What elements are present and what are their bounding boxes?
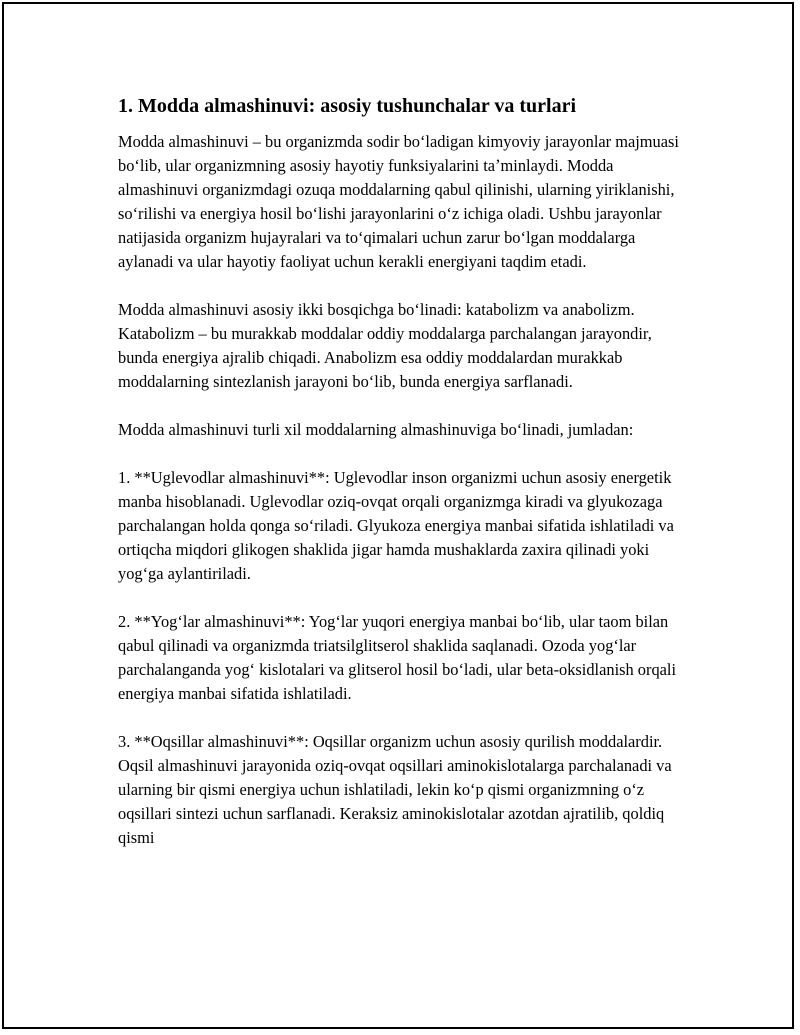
document-body [118,92,688,874]
paragraph-fats: 2. **Yogʻlar almashinuvi**: Yogʻlar yuqori energiya manbai boʻlib, ular taom bilan qabul qilinadi va organizmda triatsilglitserol shaklida saqlanadi. Ozoda yogʻlar parchalanganda yogʻ kislotalari va glitserol hosil boʻladi, ular beta-oksidlanish orqali energiya manbai sifatida ishlatiladi. [118,612,677,703]
paragraph-proteins: 3. **Oqsillar almashinuvi**: Oqsillar organizm uchun asosiy qurilish moddalardir. Oqsil almashinuvi jarayonida oziq-ovqat oqsillari aminokislotalarga parchalanadi va ularning bir qismi energiya uchun ishlatiladi, lekin koʻp qismi organizmning oʻz oqsillari sintezi uchun sarflanadi. Keraksiz aminokislotalar azotdan ajratilib, qoldiq qismi [118,732,672,847]
section-heading: 1. Modda almashinuvi: asosiy tushunchalar va turlari [118,95,577,117]
paragraph-carbohydrates: 1. **Uglevodlar almashinuvi**: Uglevodlar inson organizmi uchun asosiy energetik manba hisoblanadi. Uglevodlar oziq-ovqat orqali organizmga kiradi va glyukozaga parchalangan holda qonga soʻriladi. Glyukoza energiya manbai sifatida ishlatiladi va ortiqcha miqdori glikogen shaklida jigar hamda mushaklarda zaxira qilinadi yoki yogʻga aylantiriladi. [118,468,674,583]
paragraph-types-intro: Modda almashinuvi turli xil moddalarning almashinuviga boʻlinadi, jumladan: [118,420,634,439]
paragraph-intro: Modda almashinuvi – bu organizmda sodir boʻladigan kimyoviy jarayonlar majmuasi boʻlib, ular organizmning asosiy hayotiy funksiyalarini taʼminlaydi. Modda almashinuvi organizmdagi ozuqa moddalarning qabul qilinishi, ularning yiriklanishi, soʻrilishi va energiya hosil boʻlishi jarayonlarini oʻz ichiga oladi. Ushbu jarayonlar natijasida organizm hujayralari va toʻqimalari uchun zarur boʻlgan moddalarga aylanadi va ular hayotiy faoliyat uchun kerakli energiyani taqdim etadi. [118,132,679,271]
paragraph-stages: Modda almashinuvi asosiy ikki bosqichga boʻlinadi: katabolizm va anabolizm. Katabolizm – bu murakkab moddalar oddiy moddalarga parchalangan jarayondir, bunda energiya ajralib chiqadi. Anabolizm esa oddiy moddalardan murakkab moddalarning sintezlanish jarayoni boʻlib, bunda energiya sarflanadi. [118,300,652,391]
